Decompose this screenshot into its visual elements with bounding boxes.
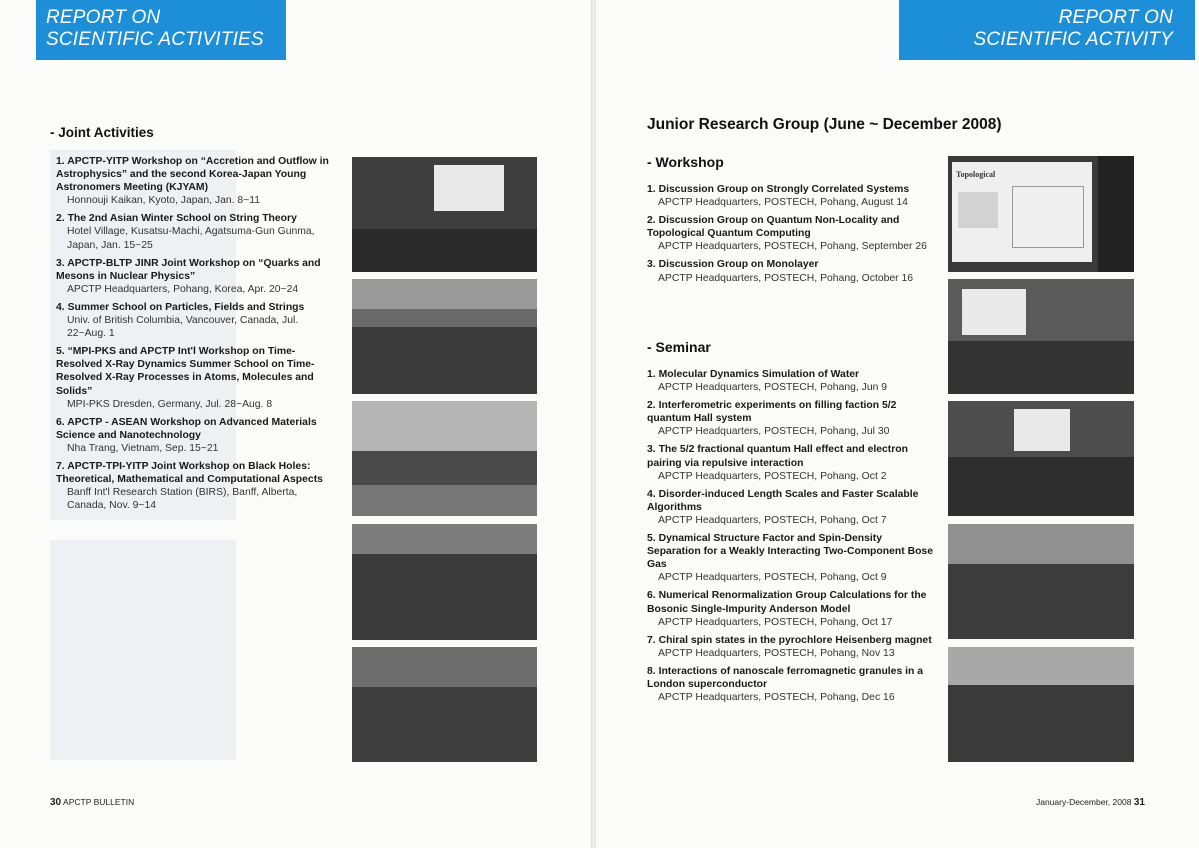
group-people <box>352 451 537 485</box>
item-number: 8. <box>647 665 656 677</box>
building-group-photo <box>352 647 537 762</box>
right-report-banner <box>899 0 1195 60</box>
footer-label: January-December, 2008 <box>1036 797 1132 807</box>
audience-area <box>948 457 1134 516</box>
item-number: 1. <box>647 184 656 195</box>
item-detail: Nha Trang, Vietnam, Sep. 15~21 <box>67 442 219 454</box>
projection-screen <box>952 162 1092 262</box>
item-detail: APCTP Headquarters, Pohang, Korea, Apr. 20~24 <box>67 283 299 295</box>
item-detail: APCTP Headquarters, POSTECH, Pohang, Nov 13 <box>658 647 895 659</box>
page-number: 30 <box>50 797 62 808</box>
show-through-panel <box>50 540 236 760</box>
ceiling-area <box>352 279 537 309</box>
item-title: Dynamical Structure Factor and Spin-Density Separation for a Weakly Interacting Two-Component Bose Gas <box>647 533 933 571</box>
item-detail: APCTP Headquarters, POSTECH, Pohang, August 14 <box>658 197 908 209</box>
item-detail: APCTP Headquarters, POSTECH, Pohang, Oct 7 <box>658 514 887 526</box>
item-title: Numerical Renormalization Group Calculations for the Bosonic Single-Impurity Anderson Model <box>647 590 927 615</box>
item-number: 5. <box>56 346 65 358</box>
list-item <box>56 460 338 512</box>
item-detail: Univ. of British Columbia, Vancouver, Canada, Jul. 22~Aug. 1 <box>67 315 299 340</box>
workshop-heading: - Workshop <box>647 154 724 170</box>
item-number: 7. <box>56 460 65 472</box>
item-title: Discussion Group on Monolayer <box>658 259 819 271</box>
right-page <box>596 0 1199 848</box>
item-title: Summer School on Particles, Fields and Strings <box>67 301 305 313</box>
seminar-room-photo <box>948 279 1134 394</box>
lobby-area <box>948 647 1134 685</box>
list-item <box>647 214 947 253</box>
list-item <box>647 258 947 284</box>
list-item <box>647 443 937 482</box>
seminar-heading: - Seminar <box>647 339 711 355</box>
item-detail: Banff Int'l Research Station (BIRS), Banff, Alberta, Canada, Nov. 9~14 <box>67 487 298 512</box>
workshop-list <box>647 183 947 290</box>
list-item <box>647 532 937 584</box>
item-title: Chiral spin states in the pyrochlore Heisenberg magnet <box>658 634 932 646</box>
slide-heading: Topological <box>956 170 996 179</box>
list-item <box>56 416 338 455</box>
banner-line: SCIENTIFIC ACTIVITIES <box>46 29 264 50</box>
item-number: 2. <box>647 400 656 412</box>
list-item <box>647 665 937 704</box>
item-number: 6. <box>647 590 656 602</box>
item-title: Interactions of nanoscale ferromagnetic granules in a London superconductor <box>647 665 924 690</box>
group-people <box>352 687 537 762</box>
seminar-list <box>647 368 937 709</box>
item-number: 5. <box>647 533 656 545</box>
lawn-area <box>352 485 537 516</box>
left-page <box>0 0 592 848</box>
item-detail: MPI-PKS Dresden, Germany, Jul. 28~Aug. 8 <box>67 398 273 410</box>
item-number: 7. <box>647 634 656 646</box>
list-item <box>647 589 937 628</box>
item-title: APCTP-YITP Workshop on “Accretion and Outflow in Astrophysics” and the second Korea-Japan Young Astronomers Meeting (KJYAM) <box>56 156 329 194</box>
building-area <box>352 647 537 687</box>
list-item <box>647 634 937 660</box>
audience-area <box>352 327 537 394</box>
group-people <box>352 554 537 640</box>
list-item <box>56 155 338 207</box>
item-number: 6. <box>56 416 65 428</box>
slide-circuit-diagram <box>1012 186 1084 248</box>
joint-activities-heading: - Joint Activities <box>50 125 154 140</box>
item-title: Discussion Group on Strongly Correlated Systems <box>658 184 910 195</box>
item-title: The 2nd Asian Winter School on String Theory <box>67 213 297 225</box>
list-item <box>647 399 937 438</box>
hallway-group-photo <box>948 524 1134 639</box>
item-title: Interferometric experiments on filling faction 5/2 quantum Hall system <box>647 400 897 425</box>
page-number: 31 <box>1133 797 1145 808</box>
item-number: 2. <box>56 213 65 225</box>
banner-line: REPORT ON <box>1058 7 1173 28</box>
quantum-slide-photo <box>948 156 1134 272</box>
joint-activities-list <box>56 155 338 517</box>
stairs-group-photo <box>352 524 537 640</box>
list-item <box>647 183 947 209</box>
item-title: APCTP-BLTP JINR Joint Workshop on “Quarks and Mesons in Nuclear Physics” <box>56 257 321 282</box>
projection-screen <box>1014 409 1070 451</box>
presenter-area <box>1098 156 1134 272</box>
background-area <box>352 524 537 554</box>
list-item <box>56 345 338 410</box>
lobby-discussion-photo <box>948 647 1134 762</box>
list-item <box>647 488 937 527</box>
audience-area <box>352 229 537 272</box>
audience-area <box>948 341 1134 394</box>
item-number: 4. <box>56 301 65 313</box>
list-item <box>56 257 338 296</box>
left-footer <box>50 797 134 808</box>
lecture-hall-photo <box>352 157 537 272</box>
group-people <box>948 564 1134 639</box>
projection-screen <box>962 289 1026 335</box>
item-number: 3. <box>647 444 656 456</box>
item-detail: APCTP Headquarters, POSTECH, Pohang, October 16 <box>658 272 914 284</box>
banner-line: SCIENTIFIC ACTIVITY <box>973 29 1173 50</box>
item-detail: APCTP Headquarters, POSTECH, Pohang, Oct 9 <box>658 572 887 584</box>
item-detail: APCTP Headquarters, POSTECH, Pohang, Jun 9 <box>658 382 888 394</box>
left-report-banner <box>36 0 286 60</box>
group-people <box>948 685 1134 762</box>
item-title: Disorder-induced Length Scales and Faster Scalable Algorithms <box>647 488 919 513</box>
item-title: The 5/2 fractional quantum Hall effect and electron pairing via repulsive interaction <box>647 444 908 469</box>
item-number: 4. <box>647 488 656 500</box>
right-footer <box>1036 797 1145 808</box>
item-title: “MPI-PKS and APCTP Int'l Workshop on Time-Resolved X-Ray Dynamics Summer School on Time-Resolved X-Ray Processes in Atoms, Molecules and Solids” <box>56 346 315 397</box>
item-number: 3. <box>647 259 656 271</box>
slide-list-block <box>958 192 998 228</box>
item-detail: Hotel Village, Kusatsu-Machi, Agatsuma-Gun Gunma, Japan, Jan. 15~25 <box>67 226 315 251</box>
item-title: APCTP-TPI-YITP Joint Workshop on Black Holes: Theoretical, Mathematical and Computational Aspects <box>56 460 323 486</box>
item-title: APCTP - ASEAN Workshop on Advanced Materials Science and Nanotechnology <box>56 416 317 441</box>
item-number: 1. <box>56 156 65 167</box>
item-detail: APCTP Headquarters, POSTECH, Pohang, Oct 2 <box>658 470 887 482</box>
list-item <box>647 368 937 394</box>
lecture-audience-photo <box>948 401 1134 516</box>
junior-research-heading: Junior Research Group (June ~ December 2008) <box>647 116 1002 133</box>
banner-line: REPORT ON <box>46 7 161 28</box>
classroom-photo <box>352 279 537 394</box>
item-detail: APCTP Headquarters, POSTECH, Pohang, Jul 30 <box>658 426 890 438</box>
item-number: 2. <box>647 215 656 227</box>
projection-screen <box>434 165 504 211</box>
outdoor-group-photo <box>352 401 537 516</box>
item-detail: APCTP Headquarters, POSTECH, Pohang, Oct 17 <box>658 616 893 628</box>
item-title: Molecular Dynamics Simulation of Water <box>658 369 860 380</box>
item-number: 3. <box>56 257 65 269</box>
list-item <box>56 212 338 251</box>
footer-label: APCTP BULLETIN <box>63 797 135 807</box>
item-detail: Honnouji Kaikan, Kyoto, Japan, Jan. 8~11 <box>67 195 261 207</box>
item-title: Discussion Group on Quantum Non-Locality and Topological Quantum Computing <box>647 215 900 240</box>
hallway-area <box>948 524 1134 564</box>
item-number: 1. <box>647 369 656 380</box>
item-detail: APCTP Headquarters, POSTECH, Pohang, September 26 <box>658 241 927 253</box>
item-detail: APCTP Headquarters, POSTECH, Pohang, Dec 16 <box>658 692 895 704</box>
sky-trees-area <box>352 401 537 451</box>
list-item <box>56 301 338 340</box>
